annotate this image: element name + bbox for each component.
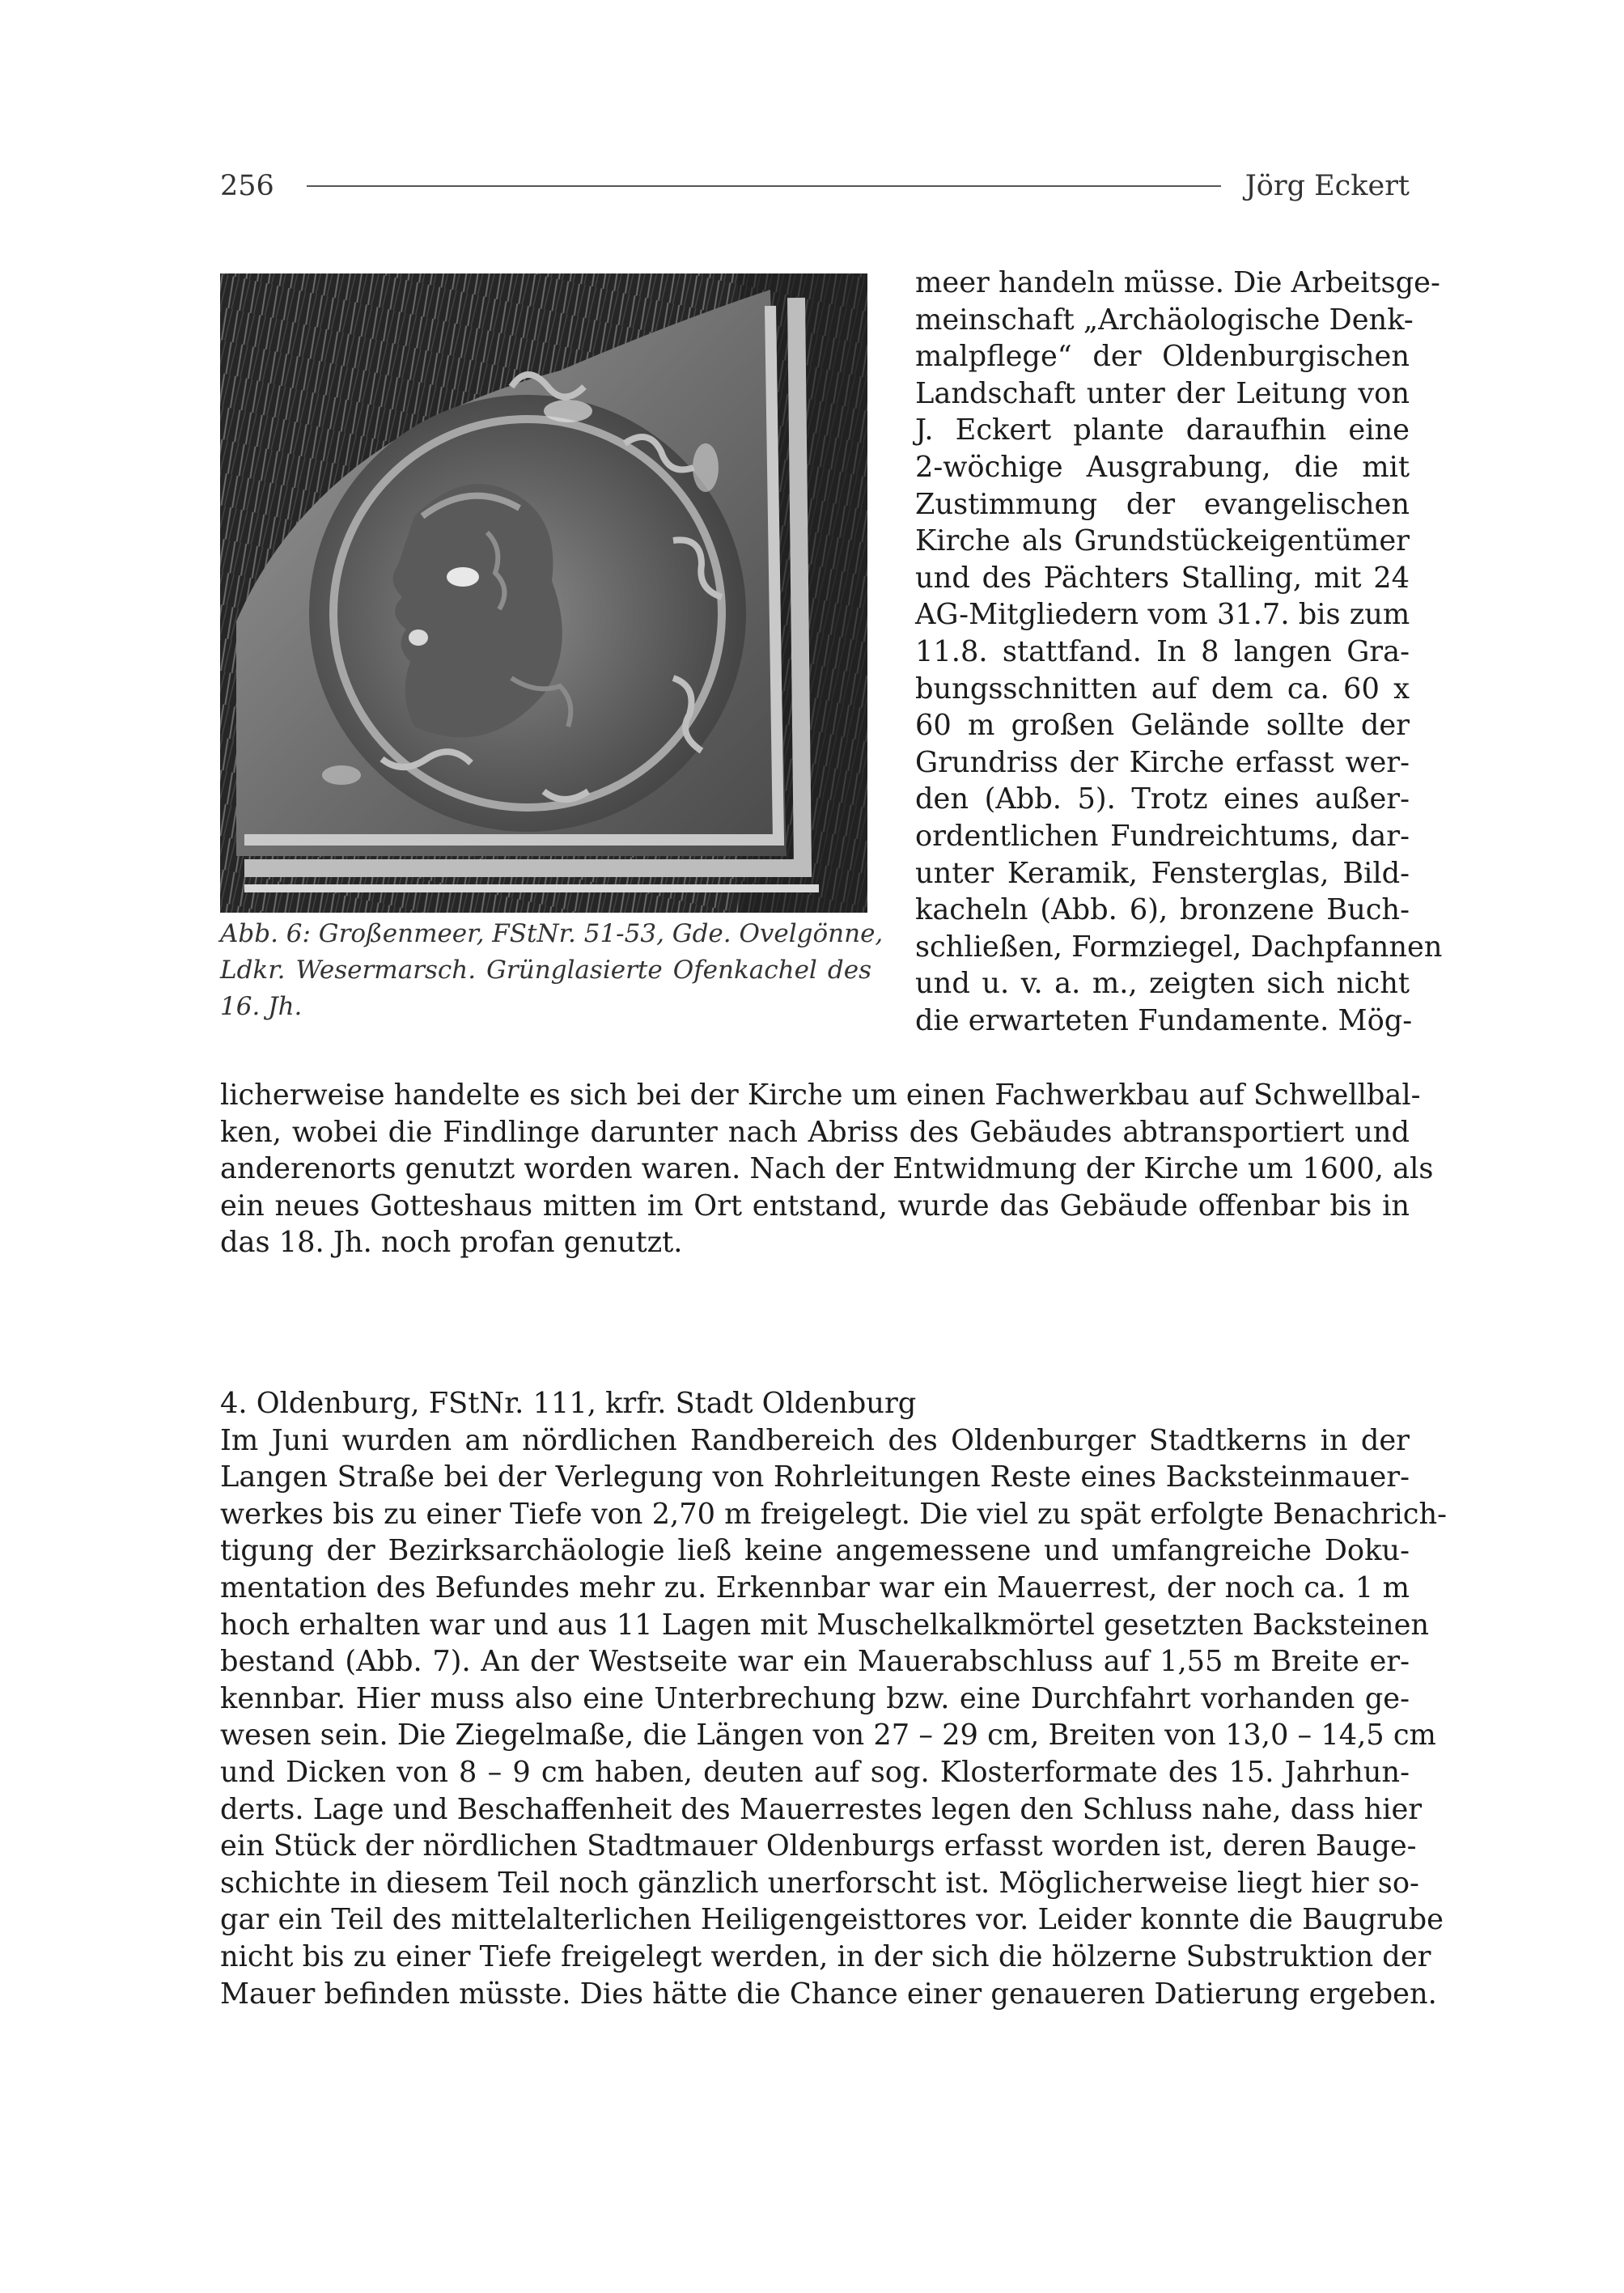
text-line: nicht bis zu einer Tiefe freigelegt werden, in der sich die hölzerne Substruktion der — [220, 1939, 1431, 1973]
text-line: kennbar. Hier muss also eine Unterbrechung bzw. eine Durchfahrt vorhanden ge- — [220, 1681, 1410, 1715]
text-line: meinschaft „Archäologische Denk- — [915, 303, 1414, 337]
text-line: schließen, Formziegel, Dachpfannen — [915, 930, 1443, 964]
text-line: die erwarteten Fundamente. Mög- — [915, 1003, 1413, 1037]
text-line: unter Keramik, Fensterglas, Bild- — [915, 856, 1410, 890]
text-line: ein neues Gotteshaus mitten im Ort entstand, wurde das Gebäude offenbar bis in — [220, 1189, 1410, 1223]
ofenkachel-photo-icon — [220, 273, 867, 913]
text-line: Zustimmung der evangelischen — [915, 487, 1410, 521]
text-line: meer handeln müsse. Die Arbeitsge- — [915, 266, 1440, 299]
text-line: Kirche als Grundstückeigentümer — [915, 524, 1410, 558]
page-number: 256 — [220, 170, 274, 202]
text-line: hoch erhalten war und aus 11 Lagen mit Muschelkalkmörtel gesetzten Backsteinen — [220, 1608, 1430, 1642]
text-line: werkes bis zu einer Tiefe von 2,70 m freigelegt. Die viel zu spät erfolgte Benachrich- — [220, 1497, 1448, 1531]
text-line: licherweise handelte es sich bei der Kirche um einen Fachwerkbau auf Schwellbal- — [220, 1079, 1421, 1112]
text-line: AG-Mitgliedern vom 31.7. bis zum — [915, 598, 1410, 632]
text-line: und Dicken von 8 – 9 cm haben, deuten auf sog. Klosterformate des 15. Jahrhun- — [220, 1755, 1410, 1789]
text-line: 2-wöchige Ausgrabung, die mit — [915, 450, 1410, 484]
text-line: bungsschnitten auf dem ca. 60 x — [915, 672, 1410, 706]
header-rule — [307, 185, 1221, 187]
text-line: schichte in diesem Teil noch gänzlich unerforscht ist. Möglicherweise liegt hier so- — [220, 1866, 1419, 1900]
caption-line: 16. Jh. — [220, 992, 303, 1021]
text-line: malpflege“ der Oldenburgischen — [915, 340, 1410, 374]
text-line: kacheln (Abb. 6), bronzene Buch- — [915, 893, 1410, 927]
text-line: Im Juni wurden am nördlichen Randbereich des Oldenburger Stadtkerns in der — [220, 1423, 1410, 1457]
text-line: gar ein Teil des mittelalterlichen Heiligengeisttores vor. Leider konnte die Baugrube — [220, 1903, 1444, 1937]
body-text-full-width — [220, 1077, 1434, 1261]
text-line: den (Abb. 5). Trotz eines außer- — [915, 782, 1410, 816]
text-line: 60 m großen Gelände sollte der — [915, 709, 1410, 743]
text-line: Grundriss der Kirche erfasst wer- — [915, 745, 1410, 779]
text-line: ein Stück der nördlichen Stadtmauer Oldenburgs erfasst worden ist, deren Bauge- — [220, 1829, 1417, 1863]
caption-line: Abb. 6: Großenmeer, FStNr. 51-53, Gde. Ovelgönne, — [220, 919, 884, 948]
text-line: 11.8. stattfand. In 8 langen Gra- — [915, 634, 1410, 668]
text-line: Langen Straße bei der Verlegung von Rohrleitungen Reste eines Backsteinmauer- — [220, 1460, 1410, 1494]
running-head-author: Jörg Eckert — [1245, 170, 1410, 202]
body-text-wrapped-column — [915, 265, 1443, 1039]
text-line: mentation des Befundes mehr zu. Erkennbar war ein Mauerrest, der noch ca. 1 m — [220, 1570, 1410, 1604]
text-line: anderenorts genutzt worden waren. Nach der Entwidmung der Kirche um 1600, als — [220, 1152, 1434, 1186]
text-line: Mauer befinden müsste. Dies hätte die Chance einer genaueren Datierung ergeben. — [220, 1977, 1437, 2011]
text-line: ordentlichen Fundreichtums, dar- — [915, 819, 1410, 853]
text-line: das 18. Jh. noch profan genutzt. — [220, 1226, 683, 1260]
figure-caption — [220, 916, 884, 1025]
text-line: tigung der Bezirksarchäologie ließ keine angemessene und umfangreiche Doku- — [220, 1534, 1410, 1568]
text-line: und des Pächters Stalling, mit 24 — [915, 561, 1410, 595]
page-header — [220, 166, 1410, 206]
section-oldenburg — [220, 1385, 1448, 2012]
section-heading: 4. Oldenburg, FStNr. 111, krfr. Stadt Oldenburg — [220, 1387, 917, 1420]
text-line: J. Eckert plante daraufhin eine — [915, 413, 1410, 447]
text-line: bestand (Abb. 7). An der Westseite war ein Mauerabschluss auf 1,55 m Breite er- — [220, 1645, 1410, 1679]
text-line: ken, wobei die Findlinge darunter nach Abriss des Gebäudes abtransportiert und — [220, 1115, 1410, 1149]
text-line: wesen sein. Die Ziegelmaße, die Längen von 27 – 29 cm, Breiten von 13,0 – 14,5 cm — [220, 1719, 1436, 1753]
caption-line: Ldkr. Wesermarsch. Grünglasierte Ofenkachel des — [220, 956, 871, 985]
text-line: Landschaft unter der Leitung von — [915, 376, 1410, 410]
text-line: derts. Lage und Beschaffenheit des Mauerrestes legen den Schluss nahe, dass hier — [220, 1792, 1423, 1826]
figure-ofenkachel — [220, 273, 867, 913]
text-line: und u. v. a. m., zeigten sich nicht — [915, 967, 1410, 1001]
